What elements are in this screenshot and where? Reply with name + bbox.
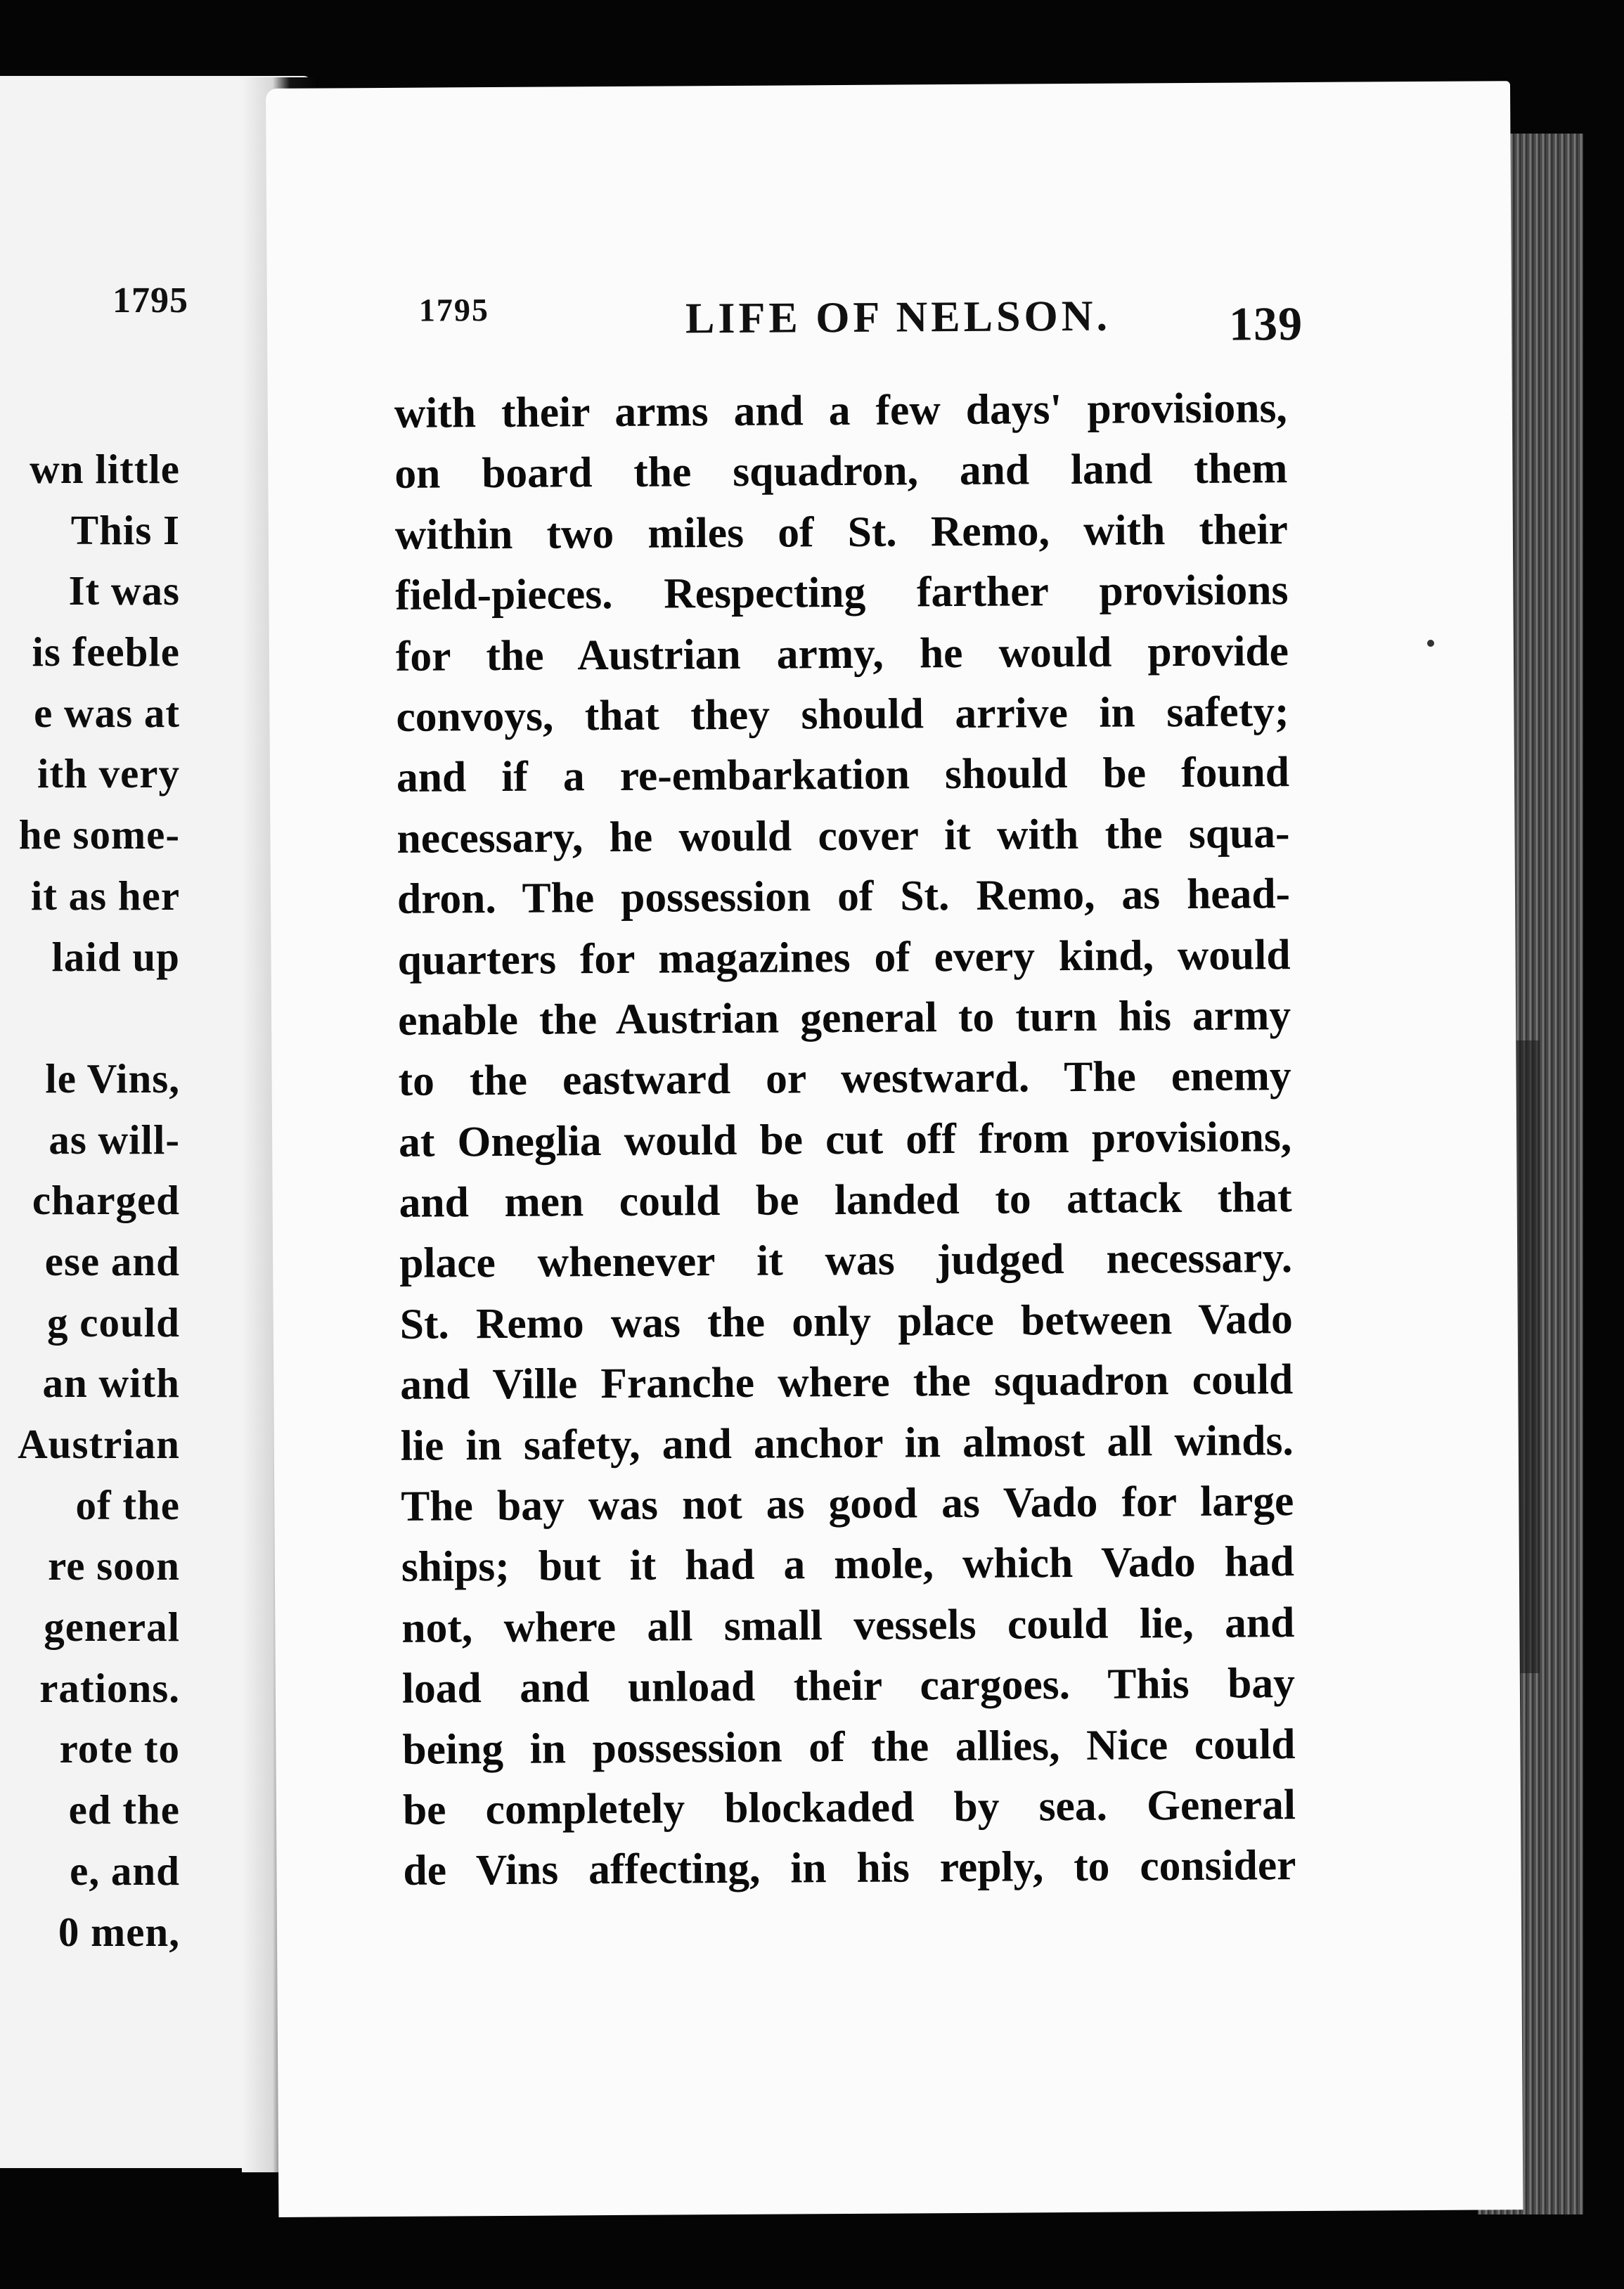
facing-line: le Vins, [45, 1055, 180, 1102]
page-number: 139 [1228, 296, 1303, 351]
facing-line: ese and [44, 1237, 180, 1284]
text-line: and men could be landed to attack that [399, 1173, 1292, 1227]
facing-line: it as her [30, 872, 180, 919]
text-line: necessary, he would cover it with the squa- [397, 808, 1290, 863]
text-line: ships; but it had a mole, which Vado had [401, 1537, 1295, 1592]
facing-line: This I [70, 506, 180, 553]
text-line: place whenever it was judged necessary. [399, 1234, 1293, 1288]
text-line: be completely blockaded by sea. General [402, 1781, 1296, 1834]
running-head-year: 1795 [418, 292, 490, 328]
facing-line: charged [32, 1177, 180, 1224]
text-line: not, where all small vessels could lie, and [401, 1598, 1295, 1652]
facing-page-year: 1795 [112, 281, 188, 321]
text-line: field-pieces. Respecting farther provisions [395, 566, 1289, 620]
text-line: enable the Austrian general to turn his army [397, 991, 1291, 1045]
facing-line: It was [68, 567, 180, 614]
body-text [394, 378, 1296, 1901]
text-line: at Oneglia would be cut off from provisions, [398, 1112, 1292, 1166]
text-line: dron. The possession of St. Remo, as head- [397, 870, 1291, 924]
text-line: The bay was not as good as Vado for large [401, 1477, 1294, 1530]
text-line: quarters for magazines of every kind, would [397, 930, 1291, 984]
facing-line: general [44, 1604, 180, 1651]
text-line: lie in safety, and anchor in almost all winds. [400, 1416, 1294, 1470]
facing-line: rote to [59, 1725, 180, 1772]
text-line: and Ville Franche where the squadron could [400, 1355, 1294, 1410]
facing-line: wn little [30, 446, 180, 492]
facing-line: laid up [51, 933, 180, 980]
facing-line: e, and [70, 1847, 180, 1894]
ink-speck [1427, 640, 1434, 647]
facing-line: rations. [39, 1664, 180, 1711]
text-line: convoys, that they should arrive in safety; [396, 688, 1289, 741]
facing-line: re soon [48, 1542, 180, 1590]
text-line: with their arms and a few days' provisions, [394, 384, 1288, 437]
text-line: within two miles of St. Remo, with their [394, 505, 1289, 559]
text-line: de Vins affecting, in his reply, to consider [403, 1841, 1296, 1895]
facing-line: as will- [49, 1116, 180, 1163]
running-head [266, 81, 1511, 351]
facing-line: of the [75, 1481, 180, 1528]
facing-line [0, 987, 180, 1048]
text-line: to the eastward or westward. The enemy [398, 1052, 1291, 1106]
facing-line: he some- [18, 811, 180, 858]
running-head-title: LIFE OF NELSON. [685, 292, 1111, 343]
text-line: load and unload their cargoes. This bay [401, 1659, 1296, 1713]
text-line: and if a re-embarkation should be found [396, 748, 1290, 802]
facing-line: ith very [37, 750, 180, 797]
text-line: on board the squadron, and land them [394, 444, 1288, 498]
facing-line: an with [42, 1360, 180, 1407]
book-page [266, 81, 1523, 2217]
facing-line: ed the [68, 1786, 180, 1833]
facing-line: is feeble [32, 628, 180, 676]
facing-line: e was at [34, 689, 180, 736]
text-line: St. Remo was the only place between Vado [399, 1294, 1293, 1348]
facing-line: Austrian [18, 1421, 180, 1467]
facing-line: g could [47, 1298, 180, 1346]
text-line: being in possession of the allies, Nice could [402, 1720, 1296, 1774]
facing-page-text [0, 439, 180, 1962]
text-line: for the Austrian army, he would provide [395, 626, 1289, 681]
facing-line: 0 men, [58, 1908, 180, 1955]
